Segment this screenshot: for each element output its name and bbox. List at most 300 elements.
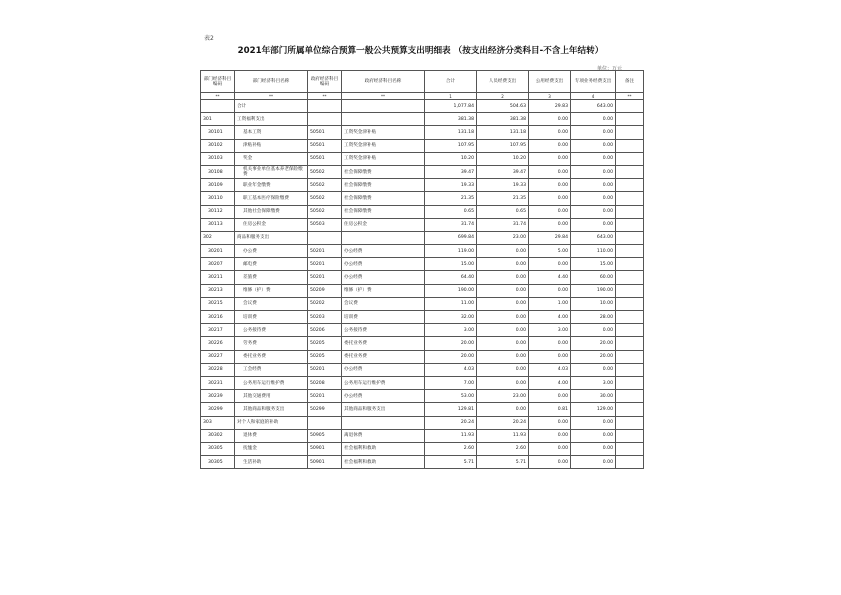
row-dept-name: 差旅费 <box>235 271 308 284</box>
row-note <box>616 442 644 455</box>
row-total: 11.00 <box>425 297 477 310</box>
row-note <box>616 416 644 429</box>
row-total: 53.00 <box>425 390 477 403</box>
row-total: 0.65 <box>425 205 477 218</box>
row-gov-name: 社会福利和救助 <box>342 442 425 455</box>
row-dept-name: 合计 <box>235 100 308 113</box>
col-header-total: 合计 <box>425 71 477 93</box>
row-public: 4.40 <box>529 271 571 284</box>
row-gov-name: 公务接待费 <box>342 324 425 337</box>
row-dept-code: 30213 <box>201 284 235 297</box>
row-special: 0.00 <box>571 429 616 442</box>
row-special: 3.00 <box>571 376 616 389</box>
row-dept-code: 30239 <box>201 390 235 403</box>
row-special: 643.00 <box>571 100 616 113</box>
row-public: 0.00 <box>529 179 571 192</box>
row-total: 190.00 <box>425 284 477 297</box>
row-total: 3.00 <box>425 324 477 337</box>
row-public: 0.00 <box>529 350 571 363</box>
symbol-cell: ** <box>616 93 644 100</box>
table-row <box>201 126 644 139</box>
row-gov-name: 社会福利和救助 <box>342 456 425 469</box>
row-gov-code: 50203 <box>308 311 342 324</box>
row-special: 129.00 <box>571 403 616 416</box>
row-personnel: 0.00 <box>477 258 529 271</box>
row-public: 0.00 <box>529 218 571 231</box>
row-gov-name: 其他商品和服务支出 <box>342 403 425 416</box>
row-dept-name: 对个人和家庭的补助 <box>235 416 308 429</box>
row-note <box>616 152 644 165</box>
row-public: 0.00 <box>529 390 571 403</box>
row-special: 643.00 <box>571 231 616 244</box>
row-public: 0.00 <box>529 152 571 165</box>
row-dept-code: 30211 <box>201 271 235 284</box>
row-gov-name: 住房公积金 <box>342 218 425 231</box>
row-note <box>616 205 644 218</box>
row-public: 0.00 <box>529 192 571 205</box>
row-total: 5.71 <box>425 456 477 469</box>
row-dept-name: 津贴补贴 <box>235 139 308 152</box>
row-dept-code: 30101 <box>201 126 235 139</box>
row-special: 0.00 <box>571 363 616 376</box>
row-special: 10.00 <box>571 297 616 310</box>
row-dept-name: 委托业务费 <box>235 350 308 363</box>
symbol-cell: 2 <box>477 93 529 100</box>
row-note <box>616 284 644 297</box>
table-row <box>201 245 644 258</box>
table-tag: 表2 <box>204 35 214 42</box>
row-personnel: 107.95 <box>477 139 529 152</box>
row-special: 28.00 <box>571 311 616 324</box>
row-special: 0.00 <box>571 442 616 455</box>
row-gov-code: 50502 <box>308 192 342 205</box>
row-note <box>616 390 644 403</box>
row-special: 0.00 <box>571 192 616 205</box>
table-row <box>201 192 644 205</box>
row-total: 699.84 <box>425 231 477 244</box>
col-header-note: 备注 <box>616 71 644 93</box>
row-personnel: 0.00 <box>477 297 529 310</box>
row-gov-name: 委托业务费 <box>342 350 425 363</box>
row-gov-code: 50502 <box>308 205 342 218</box>
row-total: 21.35 <box>425 192 477 205</box>
row-note <box>616 126 644 139</box>
row-personnel: 131.18 <box>477 126 529 139</box>
row-gov-name: 离退休费 <box>342 429 425 442</box>
table-row <box>201 403 644 416</box>
row-personnel: 20.24 <box>477 416 529 429</box>
row-special: 0.00 <box>571 165 616 178</box>
row-personnel: 10.20 <box>477 152 529 165</box>
row-public: 4.00 <box>529 376 571 389</box>
row-gov-name <box>342 416 425 429</box>
table-row <box>201 390 644 403</box>
row-total: 129.81 <box>425 403 477 416</box>
row-note <box>616 429 644 442</box>
symbol-cell: ** <box>308 93 342 100</box>
row-total: 64.40 <box>425 271 477 284</box>
row-dept-code: 30113 <box>201 218 235 231</box>
row-personnel: 381.38 <box>477 113 529 126</box>
row-gov-code <box>308 231 342 244</box>
row-gov-name: 社会保障缴费 <box>342 192 425 205</box>
row-gov-code: 50201 <box>308 258 342 271</box>
row-gov-code: 50299 <box>308 403 342 416</box>
row-total: 20.00 <box>425 350 477 363</box>
row-public: 0.00 <box>529 165 571 178</box>
row-gov-code <box>308 416 342 429</box>
row-public: 1.00 <box>529 297 571 310</box>
row-gov-code: 50206 <box>308 324 342 337</box>
symbol-cell: ** <box>342 93 425 100</box>
row-gov-code: 50201 <box>308 390 342 403</box>
table-row <box>201 416 644 429</box>
row-special: 15.00 <box>571 258 616 271</box>
row-public: 0.00 <box>529 337 571 350</box>
row-special: 110.00 <box>571 245 616 258</box>
table-row <box>201 350 644 363</box>
table-row <box>201 297 644 310</box>
row-gov-name <box>342 100 425 113</box>
row-dept-code: 301 <box>201 113 235 126</box>
row-note <box>616 165 644 178</box>
row-special: 190.00 <box>571 284 616 297</box>
row-personnel: 21.35 <box>477 192 529 205</box>
row-dept-code: 30228 <box>201 363 235 376</box>
row-special: 0.00 <box>571 113 616 126</box>
row-gov-name: 工资奖金津补贴 <box>342 139 425 152</box>
row-total: 381.38 <box>425 113 477 126</box>
page-title: 2021年部门所属单位综合预算一般公共预算支出明细表 （按支出经济分类科目-不含上年结转） <box>237 46 604 56</box>
table-row <box>201 456 644 469</box>
row-note <box>616 271 644 284</box>
table-row <box>201 376 644 389</box>
row-total: 39.47 <box>425 165 477 178</box>
row-special: 0.00 <box>571 205 616 218</box>
row-personnel: 0.65 <box>477 205 529 218</box>
row-gov-name: 工资奖金津补贴 <box>342 126 425 139</box>
row-special: 60.00 <box>571 271 616 284</box>
table-row <box>201 205 644 218</box>
table-row <box>201 311 644 324</box>
row-personnel: 19.33 <box>477 179 529 192</box>
row-dept-code: 30299 <box>201 403 235 416</box>
row-total: 11.93 <box>425 429 477 442</box>
row-gov-code: 50901 <box>308 456 342 469</box>
col-header-gov-code: 政府经济科目编码 <box>308 71 342 93</box>
table-row <box>201 324 644 337</box>
row-dept-name: 退休费 <box>235 429 308 442</box>
row-gov-name: 办公经费 <box>342 258 425 271</box>
row-public: 0.00 <box>529 258 571 271</box>
table-row <box>201 231 644 244</box>
row-dept-code: 30216 <box>201 311 235 324</box>
row-note <box>616 403 644 416</box>
row-note <box>616 350 644 363</box>
row-gov-code: 50201 <box>308 245 342 258</box>
header-row <box>201 71 644 93</box>
col-header-personnel: 人员经费支出 <box>477 71 529 93</box>
row-gov-name <box>342 113 425 126</box>
row-personnel: 0.00 <box>477 324 529 337</box>
row-personnel: 0.00 <box>477 363 529 376</box>
row-dept-name: 生活补助 <box>235 456 308 469</box>
row-total: 10.20 <box>425 152 477 165</box>
row-special: 0.00 <box>571 324 616 337</box>
row-dept-name: 培训费 <box>235 311 308 324</box>
row-personnel: 0.00 <box>477 271 529 284</box>
symbol-cell: 4 <box>571 93 616 100</box>
row-public: 0.00 <box>529 442 571 455</box>
table-row <box>201 165 644 178</box>
row-public: 4.03 <box>529 363 571 376</box>
row-dept-code: 30226 <box>201 337 235 350</box>
table-row <box>201 337 644 350</box>
row-gov-name: 维修（护）费 <box>342 284 425 297</box>
row-gov-code: 50502 <box>308 165 342 178</box>
row-dept-name: 工资福利支出 <box>235 113 308 126</box>
row-dept-code: 30217 <box>201 324 235 337</box>
row-personnel: 0.00 <box>477 403 529 416</box>
row-note <box>616 139 644 152</box>
row-public: 0.00 <box>529 416 571 429</box>
row-special: 0.00 <box>571 416 616 429</box>
row-personnel: 5.71 <box>477 456 529 469</box>
row-dept-name: 其他交通费用 <box>235 390 308 403</box>
col-header-gov-name: 政府经济科目名称 <box>342 71 425 93</box>
row-gov-name: 办公经费 <box>342 245 425 258</box>
table-row <box>201 100 644 113</box>
row-gov-code: 50205 <box>308 337 342 350</box>
row-gov-code <box>308 100 342 113</box>
row-special: 0.00 <box>571 179 616 192</box>
row-special: 20.00 <box>571 350 616 363</box>
row-public: 0.00 <box>529 126 571 139</box>
row-personnel: 504.63 <box>477 100 529 113</box>
row-gov-name: 社会保障缴费 <box>342 179 425 192</box>
col-header-dept-code: 部门经济科目编码 <box>201 71 235 93</box>
row-dept-name: 职工基本医疗保险缴费 <box>235 192 308 205</box>
row-dept-name: 其他社会保障缴费 <box>235 205 308 218</box>
row-total: 19.33 <box>425 179 477 192</box>
row-gov-code: 50209 <box>308 284 342 297</box>
row-dept-name: 公务接待费 <box>235 324 308 337</box>
row-personnel: 2.60 <box>477 442 529 455</box>
row-total: 2.60 <box>425 442 477 455</box>
row-public: 29.83 <box>529 100 571 113</box>
row-dept-code: 30109 <box>201 179 235 192</box>
row-dept-name: 工会经费 <box>235 363 308 376</box>
row-note <box>616 376 644 389</box>
row-gov-name: 办公经费 <box>342 271 425 284</box>
row-dept-code: 30305 <box>201 456 235 469</box>
row-personnel: 0.00 <box>477 376 529 389</box>
row-total: 7.00 <box>425 376 477 389</box>
row-gov-code: 50208 <box>308 376 342 389</box>
row-dept-code: 30108 <box>201 165 235 178</box>
row-dept-code: 303 <box>201 416 235 429</box>
symbol-cell: 1 <box>425 93 477 100</box>
row-public: 0.00 <box>529 205 571 218</box>
row-gov-name: 工资奖金津补贴 <box>342 152 425 165</box>
row-total: 4.03 <box>425 363 477 376</box>
row-gov-code: 50202 <box>308 297 342 310</box>
row-personnel: 11.93 <box>477 429 529 442</box>
table-row <box>201 218 644 231</box>
row-public: 0.00 <box>529 456 571 469</box>
row-note <box>616 192 644 205</box>
row-dept-name: 商品和服务支出 <box>235 231 308 244</box>
row-personnel: 0.00 <box>477 311 529 324</box>
table-row <box>201 139 644 152</box>
row-dept-name: 邮电费 <box>235 258 308 271</box>
col-header-special: 专项业务经费支出 <box>571 71 616 93</box>
row-public: 0.00 <box>529 429 571 442</box>
row-note <box>616 258 644 271</box>
row-note <box>616 218 644 231</box>
symbol-cell: ** <box>235 93 308 100</box>
row-gov-name: 社会保障缴费 <box>342 165 425 178</box>
row-dept-code: 30103 <box>201 152 235 165</box>
row-total: 20.24 <box>425 416 477 429</box>
row-gov-code: 50503 <box>308 218 342 231</box>
row-public: 0.00 <box>529 139 571 152</box>
row-public: 0.00 <box>529 113 571 126</box>
row-note <box>616 179 644 192</box>
row-personnel: 0.00 <box>477 337 529 350</box>
row-gov-name: 社会保障缴费 <box>342 205 425 218</box>
row-gov-code: 50905 <box>308 429 342 442</box>
row-note <box>616 245 644 258</box>
col-header-public: 公用经费支出 <box>529 71 571 93</box>
row-gov-name: 办公经费 <box>342 363 425 376</box>
table-row <box>201 179 644 192</box>
row-dept-name: 公务用车运行维护费 <box>235 376 308 389</box>
row-dept-name: 奖金 <box>235 152 308 165</box>
row-public: 29.84 <box>529 231 571 244</box>
row-public: 3.00 <box>529 324 571 337</box>
row-gov-code: 50205 <box>308 350 342 363</box>
row-total: 15.00 <box>425 258 477 271</box>
symbol-row <box>201 93 644 100</box>
row-special: 0.00 <box>571 218 616 231</box>
row-personnel: 23.00 <box>477 390 529 403</box>
row-note <box>616 337 644 350</box>
row-public: 4.00 <box>529 311 571 324</box>
table-row <box>201 113 644 126</box>
row-dept-code: 30102 <box>201 139 235 152</box>
row-special: 0.00 <box>571 152 616 165</box>
row-dept-name: 抚恤金 <box>235 442 308 455</box>
row-total: 1,077.84 <box>425 100 477 113</box>
row-gov-name: 委托业务费 <box>342 337 425 350</box>
row-dept-name: 职业年金缴费 <box>235 179 308 192</box>
row-total: 32.00 <box>425 311 477 324</box>
row-dept-name: 基本工资 <box>235 126 308 139</box>
row-total: 20.00 <box>425 337 477 350</box>
row-dept-code: 30302 <box>201 429 235 442</box>
table-row <box>201 284 644 297</box>
row-dept-code: 30207 <box>201 258 235 271</box>
row-dept-name: 机关事业单位基本养老保险缴费 <box>235 165 308 178</box>
row-public: 5.00 <box>529 245 571 258</box>
row-dept-code: 30227 <box>201 350 235 363</box>
row-public: 0.00 <box>529 284 571 297</box>
row-dept-name: 劳务费 <box>235 337 308 350</box>
row-note <box>616 231 644 244</box>
row-gov-name: 会议费 <box>342 297 425 310</box>
row-personnel: 31.74 <box>477 218 529 231</box>
row-dept-code <box>201 100 235 113</box>
row-note <box>616 297 644 310</box>
budget-table <box>200 70 644 469</box>
col-header-dept-name: 部门经济科目名称 <box>235 71 308 93</box>
row-special: 0.00 <box>571 126 616 139</box>
row-dept-code: 30231 <box>201 376 235 389</box>
row-gov-name: 公务用车运行维护费 <box>342 376 425 389</box>
row-dept-name: 会议费 <box>235 297 308 310</box>
row-dept-name: 住房公积金 <box>235 218 308 231</box>
row-total: 107.95 <box>425 139 477 152</box>
row-gov-name: 办公经费 <box>342 390 425 403</box>
row-note <box>616 324 644 337</box>
row-gov-name <box>342 231 425 244</box>
row-dept-code: 30112 <box>201 205 235 218</box>
table-row <box>201 258 644 271</box>
row-dept-code: 30201 <box>201 245 235 258</box>
row-gov-code: 50501 <box>308 139 342 152</box>
row-gov-code: 50201 <box>308 271 342 284</box>
row-note <box>616 113 644 126</box>
row-gov-name: 培训费 <box>342 311 425 324</box>
row-special: 20.00 <box>571 337 616 350</box>
row-public: 0.81 <box>529 403 571 416</box>
row-personnel: 23.00 <box>477 231 529 244</box>
table-row <box>201 152 644 165</box>
row-gov-code: 50201 <box>308 363 342 376</box>
row-dept-code: 30110 <box>201 192 235 205</box>
row-dept-name: 其他商品和服务支出 <box>235 403 308 416</box>
row-dept-code: 302 <box>201 231 235 244</box>
row-total: 131.18 <box>425 126 477 139</box>
row-gov-code: 50501 <box>308 152 342 165</box>
row-dept-code: 30305 <box>201 442 235 455</box>
row-special: 30.00 <box>571 390 616 403</box>
row-gov-code: 50901 <box>308 442 342 455</box>
row-total: 119.00 <box>425 245 477 258</box>
row-note <box>616 100 644 113</box>
symbol-cell: 3 <box>529 93 571 100</box>
row-special: 0.00 <box>571 139 616 152</box>
row-gov-code: 50501 <box>308 126 342 139</box>
row-personnel: 0.00 <box>477 284 529 297</box>
row-gov-code: 50502 <box>308 179 342 192</box>
row-personnel: 0.00 <box>477 245 529 258</box>
table-row <box>201 271 644 284</box>
row-dept-name: 维修（护）费 <box>235 284 308 297</box>
row-total: 31.74 <box>425 218 477 231</box>
unit-label: 单位：万元 <box>596 66 622 72</box>
row-dept-name: 办公费 <box>235 245 308 258</box>
row-personnel: 0.00 <box>477 350 529 363</box>
row-note <box>616 311 644 324</box>
symbol-cell: ** <box>201 93 235 100</box>
row-note <box>616 363 644 376</box>
row-personnel: 39.47 <box>477 165 529 178</box>
row-special: 0.00 <box>571 456 616 469</box>
row-gov-code <box>308 113 342 126</box>
row-note <box>616 456 644 469</box>
